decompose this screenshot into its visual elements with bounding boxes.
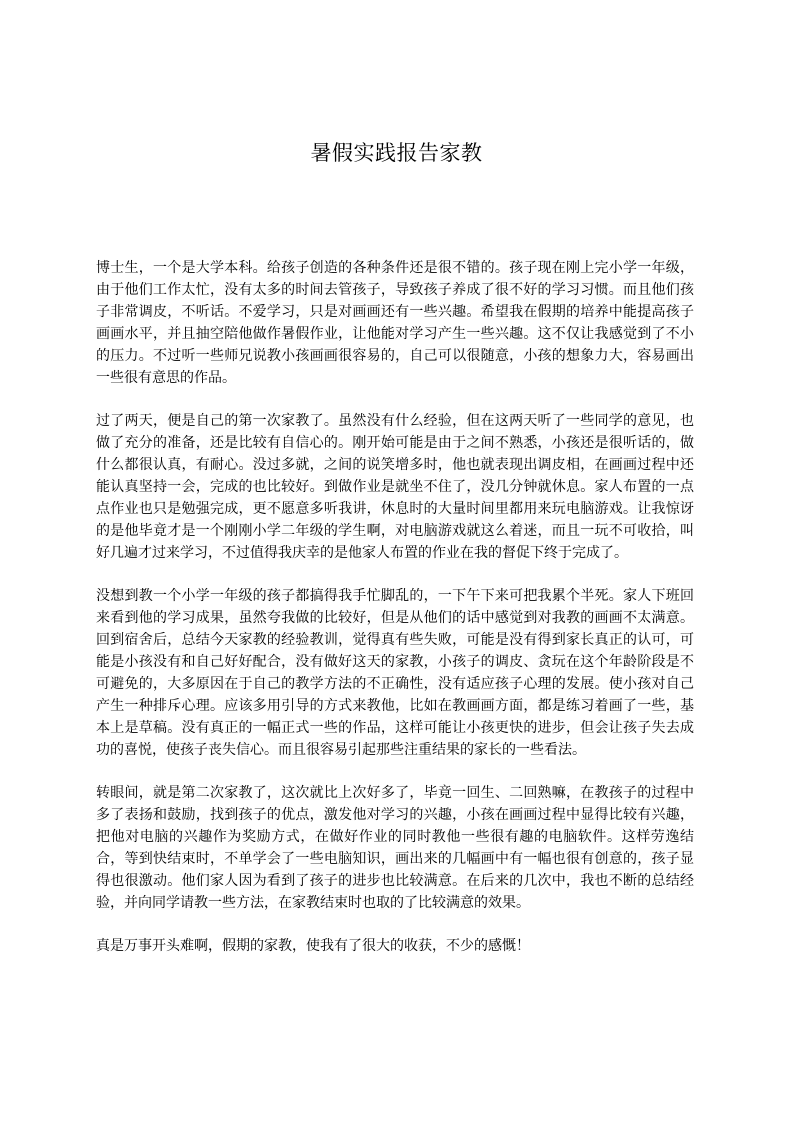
paragraph-4: 转眼间，就是第二次家教了，这次就比上次好多了，毕竟一回生、二回熟嘛，在教孩子的过程中多了表扬和鼓励，找到孩子的优点，激发他对学习的兴趣，小孩在画画过程中显得比较有兴趣，把他对电脑的兴趣作为奖励方式，在做好作业的同时教他一些很有趣的电脑软件。这样劳逸结合，等到快结束时，不单学会了一些电脑知识，画出来的几幅画中有一幅也很有创意的，孩子显得也很激动。他们家人因为看到了孩子的进步也比较满意。在后来的几次中，我也不断的总结经验，并向同学请教一些方法，在家教结束时也取的了比较满意的效果。 [96, 785, 694, 911]
document-body [96, 257, 694, 978]
paragraph-2: 过了两天，便是自己的第一次家教了。虽然没有什么经验，但在这两天听了一些同学的意见，也做了充分的准备，还是比较有自信心的。刚开始可能是由于之间不熟悉，小孩还是很听话的，做什么都很认真，有耐心。没过多就，之间的说笑增多时，他也就表现出调皮相，在画画过程中还能认真坚持一会，完成的也比较好。到做作业是就坐不住了，没几分钟就休息。家人布置的一点点作业也只是勉强完成，更不愿意多听我讲，休息时的大量时间里都用来玩电脑游戏。让我惊讶的是他毕竟才是一个刚刚小学二年级的学生啊，对电脑游戏就这么着迷，而且一玩不可收拾，叫好几遍才过来学习，不过值得我庆幸的是他家人布置的作业在我的督促下终于完成了。 [96, 413, 694, 561]
paragraph-1: 博士生，一个是大学本科。给孩子创造的各种条件还是很不错的。孩子现在刚上完小学一年级，由于他们工作太忙，没有太多的时间去管孩子，导致孩子养成了很不好的学习习惯。而且他们孩子非常调皮，不听话。不爱学习，只是对画画还有一些兴趣。希望我在假期的培养中能提高孩子画画水平，并且抽空陪他做作暑假作业，让他能对学习产生一些兴趣。这不仅让我感觉到了不小的压力。不过听一些师兄说教小孩画画很容易的，自己可以很随意，小孩的想象力大，容易画出一些很有意思的作品。 [96, 260, 694, 386]
paragraph-5: 真是万事开头难啊，假期的家教，使我有了很大的收获，不少的感慨！ [96, 938, 530, 954]
paragraph-3: 没想到教一个小学一年级的孩子都搞得我手忙脚乱的，一下午下来可把我累个半死。家人下班回来看到他的学习成果，虽然夸我做的比较好，但是从他们的话中感觉到对我教的画画不太满意。回到宿舍后，总结今天家教的经验教训，觉得真有些失败，可能是没有得到家长真正的认可，可能是小孩没有和自己好好配合，没有做好这天的家教，小孩子的调皮、贪玩在这个年龄阶段是不可避免的，大多原因在于自己的教学方法的不正确性，没有适应孩子心理的发展。使小孩对自己产生一种排斥心理。应该多用引导的方式来教他，比如在教画画方面，都是练习着画了一些，基本上是草稿。没有真正的一幅正式一些的作品，这样可能让小孩更快的进步，但会让孩子失去成功的喜悦，使孩子丧失信心。而且很容易引起那些注重结果的家长的一些看法。 [96, 588, 694, 758]
document-title: 暑假实践报告家教 [310, 141, 483, 165]
